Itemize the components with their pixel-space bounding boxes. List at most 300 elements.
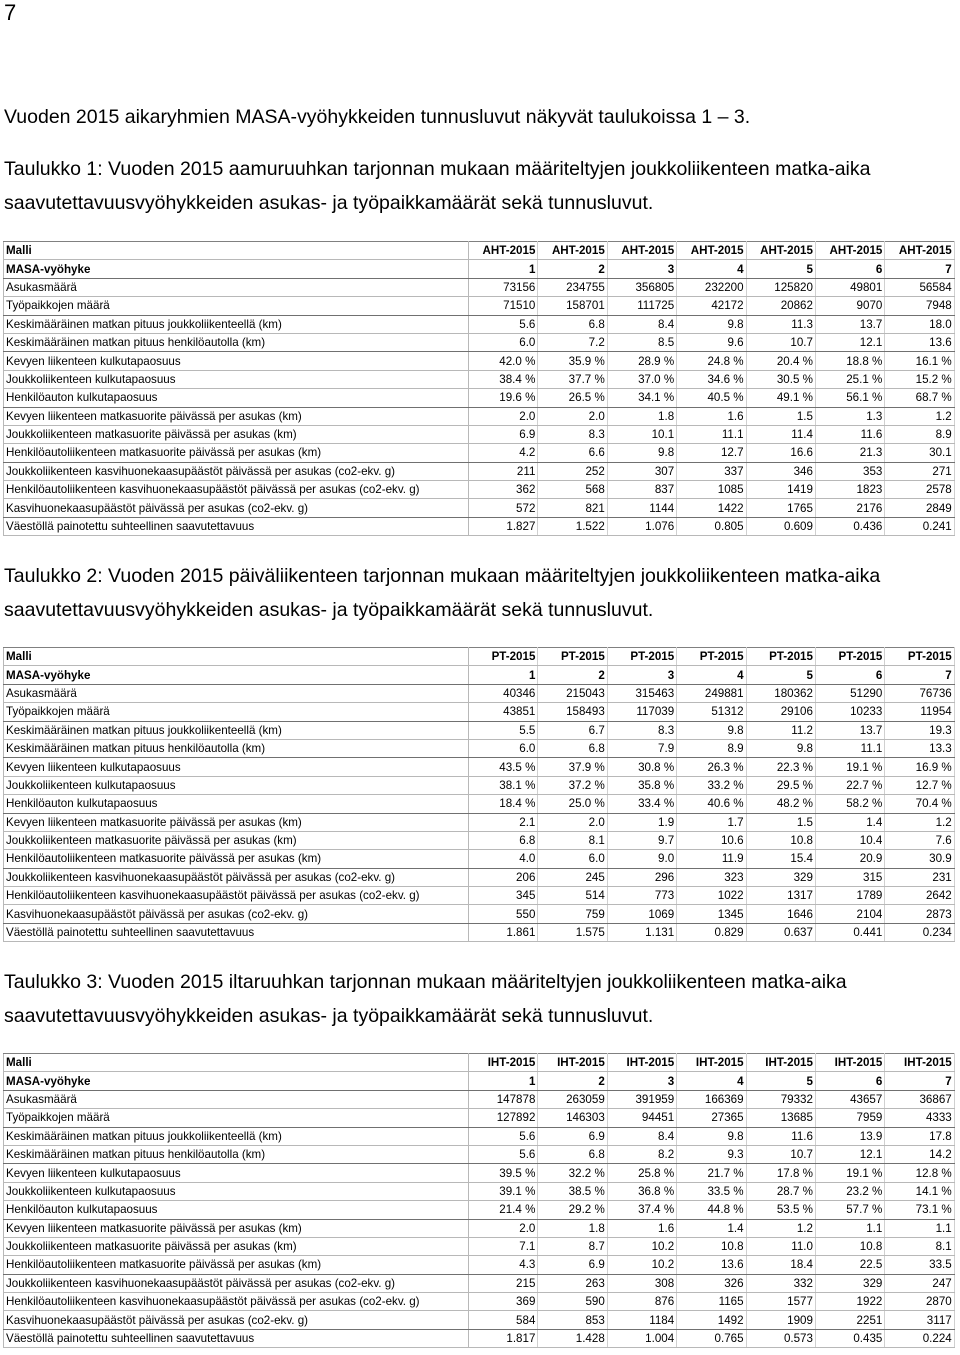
table-cell: 329 (815, 1274, 884, 1292)
table-cell: 29.5 % (746, 776, 815, 794)
table-cell: 111725 (607, 297, 676, 315)
table-cell: 15.4 (746, 850, 815, 868)
table-cell: 6.0 (469, 739, 538, 757)
table-row (4, 1237, 955, 1255)
table-cell: 14.1 % (885, 1182, 954, 1200)
table-cell: 146303 (538, 1109, 607, 1127)
table-cell: 1.3 (815, 407, 884, 425)
table-cell: 21.3 (815, 444, 884, 462)
table-cell: 837 (607, 481, 676, 499)
row-label: Henkilöauton kulkutapaosuus (4, 795, 469, 813)
table-cell: 4333 (885, 1109, 954, 1127)
table-cell: 11.2 (746, 721, 815, 739)
table-cell: 1.076 (607, 517, 676, 535)
row-label: Työpaikkojen määrä (4, 297, 469, 315)
table-cell: 6.6 (538, 444, 607, 462)
table-cell: 11954 (885, 703, 954, 721)
row-label: Joukkoliikenteen kulkutapaosuus (4, 776, 469, 794)
table-row (4, 1256, 955, 1274)
table-cell: 158701 (538, 297, 607, 315)
row-label: Joukkoliikenteen matkasuorite päivässä per asukas (km) (4, 1237, 469, 1255)
table-cell: 15.2 % (885, 370, 954, 388)
table-cell: 4 (677, 260, 746, 278)
table-cell: 24.8 % (677, 352, 746, 370)
table-cell: 13.6 (677, 1256, 746, 1274)
table-cell: 10.8 (677, 1237, 746, 1255)
table-cell: 40.5 % (677, 389, 746, 407)
table-cell: 9.0 (607, 850, 676, 868)
table-cell: 12.1 (815, 333, 884, 351)
table-cell: 550 (469, 905, 538, 923)
row-label: Asukasmäärä (4, 1090, 469, 1108)
table-row (4, 813, 955, 831)
table-cell: 0.609 (746, 517, 815, 535)
table-cell: 1765 (746, 499, 815, 517)
table-cell: AHT-2015 (469, 242, 538, 260)
table-cell: 1.2 (885, 407, 954, 425)
table-cell: 8.7 (538, 1237, 607, 1255)
table-cell: 0.441 (815, 923, 884, 941)
row-label: Keskimääräinen matkan pituus joukkoliikenteellä (km) (4, 315, 469, 333)
table-cell: 94451 (607, 1109, 676, 1127)
table-cell: 353 (815, 462, 884, 480)
table-cell: 12.8 % (885, 1164, 954, 1182)
row-label: Henkilöautoliikenteen kasvihuonekaasupäästöt päivässä per asukas (co2-ekv. g) (4, 887, 469, 905)
table-cell: 245 (538, 868, 607, 886)
table-cell: 1.8 (607, 407, 676, 425)
table-cell: 8.1 (538, 831, 607, 849)
table-cell: 13.3 (885, 739, 954, 757)
table-cell: 263 (538, 1274, 607, 1292)
row-label: Henkilöautoliikenteen matkasuorite päivässä per asukas (km) (4, 444, 469, 462)
table-cell: 70.4 % (885, 795, 954, 813)
table-cell: 5.6 (469, 1145, 538, 1163)
table-cell: 10.6 (677, 831, 746, 849)
table-cell: 10.4 (815, 831, 884, 849)
table-cell: 11.3 (746, 315, 815, 333)
table-row (4, 1090, 955, 1108)
table-cell: 2578 (885, 481, 954, 499)
table-cell: 0.805 (677, 517, 746, 535)
table-cell: 13.7 (815, 315, 884, 333)
table-cell: 8.3 (538, 425, 607, 443)
table-cell: 584 (469, 1311, 538, 1329)
table-cell: 10.2 (607, 1237, 676, 1255)
table-cell: 9070 (815, 297, 884, 315)
table-cell: 25.8 % (607, 1164, 676, 1182)
table-cell: 0.436 (815, 517, 884, 535)
table-cell: 8.9 (677, 739, 746, 757)
table-cell: 29.2 % (538, 1201, 607, 1219)
table-cell: 12.1 (815, 1145, 884, 1163)
table-cell: 1.1 (885, 1219, 954, 1237)
table-cell: 7948 (885, 297, 954, 315)
table-row (4, 1201, 955, 1219)
table-cell: 2870 (885, 1293, 954, 1311)
row-label: Keskimääräinen matkan pituus henkilöautolla (km) (4, 1145, 469, 1163)
table-cell: 8.3 (607, 721, 676, 739)
table-cell: 6.7 (538, 721, 607, 739)
table-row (4, 481, 955, 499)
table-cell: 71510 (469, 297, 538, 315)
table-cell: 308 (607, 1274, 676, 1292)
table-cell: 773 (607, 887, 676, 905)
table-cell: 1.6 (677, 407, 746, 425)
table-cell: 7 (885, 260, 954, 278)
table-cell: 0.241 (885, 517, 954, 535)
table-cell: 32.2 % (538, 1164, 607, 1182)
table-cell: 263059 (538, 1090, 607, 1108)
table-1 (3, 241, 955, 536)
table-cell: 6 (815, 260, 884, 278)
table-cell: 1.2 (746, 1219, 815, 1237)
table-cell: 356805 (607, 278, 676, 296)
table-cell: 1419 (746, 481, 815, 499)
table-cell: 10.7 (746, 1145, 815, 1163)
table-cell: 38.5 % (538, 1182, 607, 1200)
table-cell: 40.6 % (677, 795, 746, 813)
table-cell: 39.5 % (469, 1164, 538, 1182)
table-row (4, 517, 955, 535)
table-cell: 2.0 (469, 407, 538, 425)
table-cell: 5.6 (469, 1127, 538, 1145)
table-cell: 234755 (538, 278, 607, 296)
table-cell: PT-2015 (746, 648, 815, 666)
row-label: Henkilöauton kulkutapaosuus (4, 389, 469, 407)
table-cell: 13.7 (815, 721, 884, 739)
table-cell: 13.6 (885, 333, 954, 351)
table-cell: 1 (469, 666, 538, 684)
table-cell: 9.8 (677, 315, 746, 333)
table-cell: 36867 (885, 1090, 954, 1108)
row-label: Kevyen liikenteen matkasuorite päivässä per asukas (km) (4, 813, 469, 831)
table-row (4, 923, 955, 941)
table-cell: 8.5 (607, 333, 676, 351)
table-cell: 17.8 (885, 1127, 954, 1145)
row-label: Kasvihuonekaasupäästöt päivässä per asukas (co2-ekv. g) (4, 499, 469, 517)
row-label: Keskimääräinen matkan pituus joukkoliikenteellä (km) (4, 721, 469, 739)
table-cell: 12.7 % (885, 776, 954, 794)
table-cell: PT-2015 (469, 648, 538, 666)
table-cell: 73156 (469, 278, 538, 296)
table-cell: IHT-2015 (815, 1054, 884, 1072)
table-row (4, 1127, 955, 1145)
row-label: Väestöllä painotettu suhteellinen saavutettavuus (4, 923, 469, 941)
table-cell: 1.004 (607, 1329, 676, 1347)
table-cell: 329 (746, 868, 815, 886)
table-cell: PT-2015 (538, 648, 607, 666)
row-label: MASA-vyöhyke (4, 666, 469, 684)
intro-text: Vuoden 2015 aikaryhmien MASA-vyöhykkeiden tunnusluvut näkyvät taulukoissa 1 – 3. (4, 106, 751, 128)
table-cell: 1 (469, 260, 538, 278)
table-row (4, 352, 955, 370)
table-cell: 33.5 % (677, 1182, 746, 1200)
table-row (4, 721, 955, 739)
table-row (4, 905, 955, 923)
table-cell: 10.1 (607, 425, 676, 443)
table-cell: 231 (885, 868, 954, 886)
table-cell: 42.0 % (469, 352, 538, 370)
table-cell: 22.7 % (815, 776, 884, 794)
table-cell: 21.7 % (677, 1164, 746, 1182)
table-cell: 9.8 (677, 721, 746, 739)
table-cell: 206 (469, 868, 538, 886)
table-cell: 1922 (815, 1293, 884, 1311)
table-cell: 125820 (746, 278, 815, 296)
table-cell: 13685 (746, 1109, 815, 1127)
table-cell: 33.5 (885, 1256, 954, 1274)
table-cell: 16.1 % (885, 352, 954, 370)
table-cell: 326 (677, 1274, 746, 1292)
table-cell: 1577 (746, 1293, 815, 1311)
row-label: Malli (4, 648, 469, 666)
table-cell: 1184 (607, 1311, 676, 1329)
table-row (4, 1329, 955, 1347)
header-row-zone (4, 260, 955, 278)
table-cell: 211 (469, 462, 538, 480)
table-cell: 0.637 (746, 923, 815, 941)
table-cell: 1 (469, 1072, 538, 1090)
table-cell: 43.5 % (469, 758, 538, 776)
table-row (4, 1164, 955, 1182)
table-cell: 30.9 (885, 850, 954, 868)
row-label: Joukkoliikenteen kasvihuonekaasupäästöt päivässä per asukas (co2-ekv. g) (4, 868, 469, 886)
table-cell: 2873 (885, 905, 954, 923)
row-label: Kevyen liikenteen matkasuorite päivässä per asukas (km) (4, 407, 469, 425)
table-cell: 22.5 (815, 1256, 884, 1274)
table-cell: 49.1 % (746, 389, 815, 407)
table-cell: 391959 (607, 1090, 676, 1108)
table-cell: 1317 (746, 887, 815, 905)
table-cell: 2.1 (469, 813, 538, 831)
table-row (4, 776, 955, 794)
table-cell: IHT-2015 (746, 1054, 815, 1072)
table-cell: 7.6 (885, 831, 954, 849)
table-cell: 307 (607, 462, 676, 480)
row-label: Henkilöautoliikenteen matkasuorite päivässä per asukas (km) (4, 1256, 469, 1274)
table-cell: 18.8 % (815, 352, 884, 370)
table-cell: 315 (815, 868, 884, 886)
table-cell: 20.4 % (746, 352, 815, 370)
table-cell: 27365 (677, 1109, 746, 1127)
row-label: Asukasmäärä (4, 684, 469, 702)
table-row (4, 407, 955, 425)
table-cell: 76736 (885, 684, 954, 702)
row-label: MASA-vyöhyke (4, 260, 469, 278)
table-cell: 876 (607, 1293, 676, 1311)
table-cell: IHT-2015 (677, 1054, 746, 1072)
table-cell: 57.7 % (815, 1201, 884, 1219)
table-cell: 7 (885, 666, 954, 684)
table-cell: 8.9 (885, 425, 954, 443)
table-cell: 6.8 (538, 739, 607, 757)
table-cell: 2.0 (538, 813, 607, 831)
header-row-model (4, 242, 955, 260)
table-cell: 215 (469, 1274, 538, 1292)
table-row (4, 462, 955, 480)
table-cell: 1144 (607, 499, 676, 517)
table-cell: 514 (538, 887, 607, 905)
table-cell: PT-2015 (607, 648, 676, 666)
table-cell: 2849 (885, 499, 954, 517)
table-cell: AHT-2015 (538, 242, 607, 260)
table-cell: 2.0 (469, 1219, 538, 1237)
table-cell: 315463 (607, 684, 676, 702)
table-1-caption: Taulukko 1: Vuoden 2015 aamuruuhkan tarjonnan mukaan määriteltyjen joukkoliikenteen matka-aika saavutettavuusvyöhykkeiden asukas- ja työpaikkamäärät sekä tunnusluvut. (4, 158, 871, 214)
table-row (4, 887, 955, 905)
table-cell: PT-2015 (885, 648, 954, 666)
table-2-caption: Taulukko 2: Vuoden 2015 päiväliikenteen tarjonnan mukaan määriteltyjen joukkoliikenteen matka-aika saavutettavuusvyöhykkeiden asukas- ja työpaikkamäärät sekä tunnusluvut. (4, 565, 881, 621)
table-cell: 25.1 % (815, 370, 884, 388)
table-row (4, 1109, 955, 1127)
table-cell: 37.7 % (538, 370, 607, 388)
table-cell: 166369 (677, 1090, 746, 1108)
table-cell: 73.1 % (885, 1201, 954, 1219)
row-label: Malli (4, 1054, 469, 1072)
table-cell: 35.8 % (607, 776, 676, 794)
table-cell: AHT-2015 (746, 242, 815, 260)
table-cell: 36.8 % (607, 1182, 676, 1200)
row-label: Kevyen liikenteen kulkutapaosuus (4, 352, 469, 370)
table-cell: 590 (538, 1293, 607, 1311)
table-cell: 16.6 (746, 444, 815, 462)
table-cell: 1492 (677, 1311, 746, 1329)
table-cell: 7.1 (469, 1237, 538, 1255)
row-label: Joukkoliikenteen kulkutapaosuus (4, 1182, 469, 1200)
table-cell: 7.9 (607, 739, 676, 757)
table-cell: 9.3 (677, 1145, 746, 1163)
table-row (4, 795, 955, 813)
table-cell: 6 (815, 666, 884, 684)
table-cell: 9.6 (677, 333, 746, 351)
table-cell: 4.3 (469, 1256, 538, 1274)
table-cell: 7 (885, 1072, 954, 1090)
row-label: Keskimääräinen matkan pituus joukkoliikenteellä (km) (4, 1127, 469, 1145)
table-cell: 28.7 % (746, 1182, 815, 1200)
table-row (4, 425, 955, 443)
header-row-zone (4, 666, 955, 684)
table-cell: 2 (538, 260, 607, 278)
table-cell: 1909 (746, 1311, 815, 1329)
table-cell: 29106 (746, 703, 815, 721)
table-cell: 1.9 (607, 813, 676, 831)
table-cell: 4 (677, 666, 746, 684)
table-cell: 11.4 (746, 425, 815, 443)
row-label: Työpaikkojen määrä (4, 1109, 469, 1127)
row-label: Henkilöauton kulkutapaosuus (4, 1201, 469, 1219)
table-cell: 117039 (607, 703, 676, 721)
table-cell: 2642 (885, 887, 954, 905)
table-cell: 4.0 (469, 850, 538, 868)
table-cell: 10.2 (607, 1256, 676, 1274)
table-cell: 247 (885, 1274, 954, 1292)
table-cell: AHT-2015 (677, 242, 746, 260)
row-label: Kevyen liikenteen kulkutapaosuus (4, 1164, 469, 1182)
table-cell: 2.0 (538, 407, 607, 425)
row-label: Joukkoliikenteen matkasuorite päivässä per asukas (km) (4, 831, 469, 849)
table-cell: 2 (538, 666, 607, 684)
table-cell: 1085 (677, 481, 746, 499)
table-cell: 4.2 (469, 444, 538, 462)
table-cell: 11.6 (815, 425, 884, 443)
table-cell: 37.4 % (607, 1201, 676, 1219)
table-cell: 1022 (677, 887, 746, 905)
table-cell: 19.1 % (815, 1164, 884, 1182)
table-cell: 43851 (469, 703, 538, 721)
row-label: Väestöllä painotettu suhteellinen saavutettavuus (4, 1329, 469, 1347)
table-cell: 42172 (677, 297, 746, 315)
table-cell: 147878 (469, 1090, 538, 1108)
table-row (4, 370, 955, 388)
table-cell: 3 (607, 260, 676, 278)
table-cell: 1.131 (607, 923, 676, 941)
row-label: Kevyen liikenteen matkasuorite päivässä per asukas (km) (4, 1219, 469, 1237)
row-label: Keskimääräinen matkan pituus henkilöautolla (km) (4, 333, 469, 351)
table-cell: 10233 (815, 703, 884, 721)
table-cell: 6.9 (538, 1127, 607, 1145)
table-cell: IHT-2015 (885, 1054, 954, 1072)
table-cell: 7.2 (538, 333, 607, 351)
table-row (4, 389, 955, 407)
table-cell: 0.435 (815, 1329, 884, 1347)
table-cell: 49801 (815, 278, 884, 296)
header-row-model (4, 1054, 955, 1072)
table-cell: 12.7 (677, 444, 746, 462)
table-cell: 19.3 (885, 721, 954, 739)
table-cell: 56.1 % (815, 389, 884, 407)
table-cell: 9.8 (607, 444, 676, 462)
table-cell: 337 (677, 462, 746, 480)
row-label: Kasvihuonekaasupäästöt päivässä per asukas (co2-ekv. g) (4, 1311, 469, 1329)
table-cell: 1.8 (538, 1219, 607, 1237)
table-cell: 30.5 % (746, 370, 815, 388)
table-cell: 2104 (815, 905, 884, 923)
row-label: Henkilöautoliikenteen kasvihuonekaasupäästöt päivässä per asukas (co2-ekv. g) (4, 1293, 469, 1311)
table-row (4, 1182, 955, 1200)
table-cell: AHT-2015 (885, 242, 954, 260)
table-cell: 58.2 % (815, 795, 884, 813)
table-cell: 11.0 (746, 1237, 815, 1255)
table-cell: 6.0 (469, 333, 538, 351)
table-row (4, 333, 955, 351)
table-cell: 51290 (815, 684, 884, 702)
table-row (4, 315, 955, 333)
table-cell: 18.4 % (469, 795, 538, 813)
table-cell: 1789 (815, 887, 884, 905)
row-label: MASA-vyöhyke (4, 1072, 469, 1090)
table-cell: 19.6 % (469, 389, 538, 407)
table-cell: 11.1 (815, 739, 884, 757)
table-row (4, 499, 955, 517)
table-cell: 79332 (746, 1090, 815, 1108)
table-cell: 158493 (538, 703, 607, 721)
table-cell: 18.4 (746, 1256, 815, 1274)
row-label: Asukasmäärä (4, 278, 469, 296)
table-cell: 10.7 (746, 333, 815, 351)
table-cell: 21.4 % (469, 1201, 538, 1219)
table-cell: 19.1 % (815, 758, 884, 776)
table-cell: 6.8 (538, 1145, 607, 1163)
row-label: Joukkoliikenteen kasvihuonekaasupäästöt päivässä per asukas (co2-ekv. g) (4, 462, 469, 480)
table-cell: 1345 (677, 905, 746, 923)
table-cell: 34.6 % (677, 370, 746, 388)
table-cell: 2251 (815, 1311, 884, 1329)
table-cell: 68.7 % (885, 389, 954, 407)
table-cell: 26.3 % (677, 758, 746, 776)
table-row (4, 739, 955, 757)
table-cell: 33.4 % (607, 795, 676, 813)
row-label: Henkilöautoliikenteen kasvihuonekaasupäästöt päivässä per asukas (co2-ekv. g) (4, 481, 469, 499)
